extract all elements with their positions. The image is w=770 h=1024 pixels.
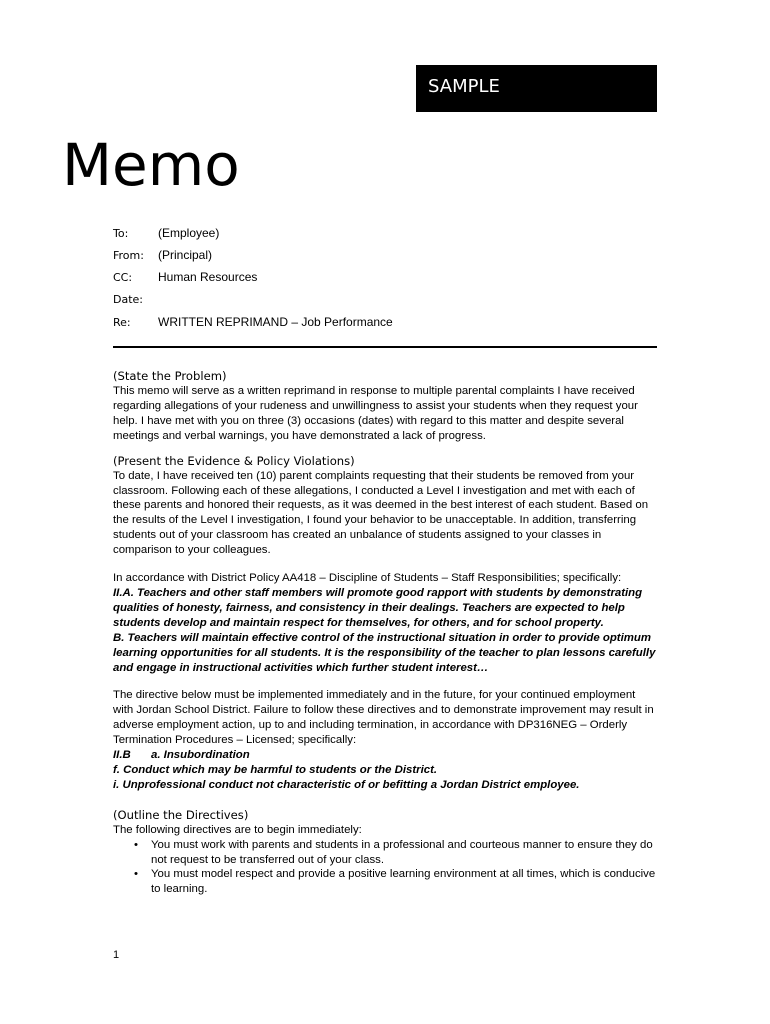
directive-item: • You must model respect and provide a positive learning environment at all times, which is conducive to learning.: [113, 867, 657, 897]
evidence-text: To date, I have received ten (10) parent complaints requesting that their students be removed from your classroom. Following each of these allegations, I conducted a Level I investigation and met with each of these parents and honored their requests, as it was deemed in the best interest of each student. Based on the results of the Level I investigation, I found your behavior to be unacceptable. In addition, transferring students out of your classroom has created an unbalance of students assigned to your classes in comparison to your colleagues.: [113, 469, 649, 557]
sample-banner: SAMPLE: [416, 65, 657, 112]
header-from-value: (Principal): [158, 248, 213, 262]
policy-intro: In accordance with District Policy AA418 – Discipline of Students – Staff Responsibilities; specifically:: [113, 572, 622, 585]
header-cc-value: Human Resources: [158, 270, 258, 284]
directives-heading: (Outline the Directives): [113, 807, 249, 822]
header-from: [113, 248, 613, 263]
header-re-value: WRITTEN REPRIMAND – Job Performance: [158, 315, 393, 329]
termination-item-i: i. Unprofessional conduct not characteristic of or befitting a Jordan District employee.: [113, 778, 580, 791]
termination-ref: II.B: [113, 749, 131, 762]
termination-item-f: f. Conduct which may be harmful to students or the District.: [113, 763, 438, 776]
header-re-label: Re:: [113, 316, 131, 329]
termination-item-a: II.B a. Insubordination: [113, 749, 250, 762]
header-re: [113, 315, 613, 330]
directives-intro: The following directives are to begin immediately:: [113, 823, 362, 836]
header-date-label: Date:: [113, 293, 143, 306]
header-to: [113, 226, 613, 241]
policy-item-a: II.A. Teachers and other staff members will promote good rapport with students by demonstrating qualities of honesty, fairness, and consistency in their dealings. Teachers are expected to help students develop and maintain respect for themselves, for others, and for school property.: [113, 586, 643, 629]
policy-item-b: B. Teachers will maintain effective control of the instructional situation in order to provide optimum learning opportunities for all students. It is the responsibility of the teacher to plan lessons carefully and engage in instructional activities which further student interest…: [113, 631, 656, 674]
problem-text: This memo will serve as a written reprimand in response to multiple parental complaints I have received regarding allegations of your rudeness and unwillingness to assist your students when they request your help. I have met with you on three (3) occasions (dates) with regard to this matter and despite several meetings and verbal warnings, you have demonstrated a lack of progress.: [113, 385, 638, 442]
header-date: [113, 292, 613, 307]
directive-text: The directive below must be implemented immediately and in the future, for your continued employment with Jordan School District. Failure to follow these directives and to demonstrate improvement may result in adverse employment action, up to and including termination, in accordance with DP316NEG – Orderly Termination Procedures – Licensed; specifically:: [113, 689, 654, 747]
memo-body: [113, 368, 657, 897]
header-to-label: To:: [113, 227, 129, 240]
page-number: 1: [113, 949, 120, 961]
header-cc-label: CC:: [113, 271, 133, 284]
directive-item: • You must work with parents and students in a professional and courteous manner to ensure they do not request to be transferred out of your class.: [113, 838, 657, 868]
header-from-label: From:: [113, 249, 144, 262]
header-divider: [113, 346, 657, 348]
evidence-heading: (Present the Evidence & Policy Violations): [113, 453, 355, 468]
header-to-value: (Employee): [158, 226, 220, 240]
directives-list: [113, 838, 657, 898]
memo-title: Memo: [62, 131, 240, 199]
header-cc: [113, 270, 613, 285]
problem-heading: (State the Problem): [113, 369, 227, 383]
